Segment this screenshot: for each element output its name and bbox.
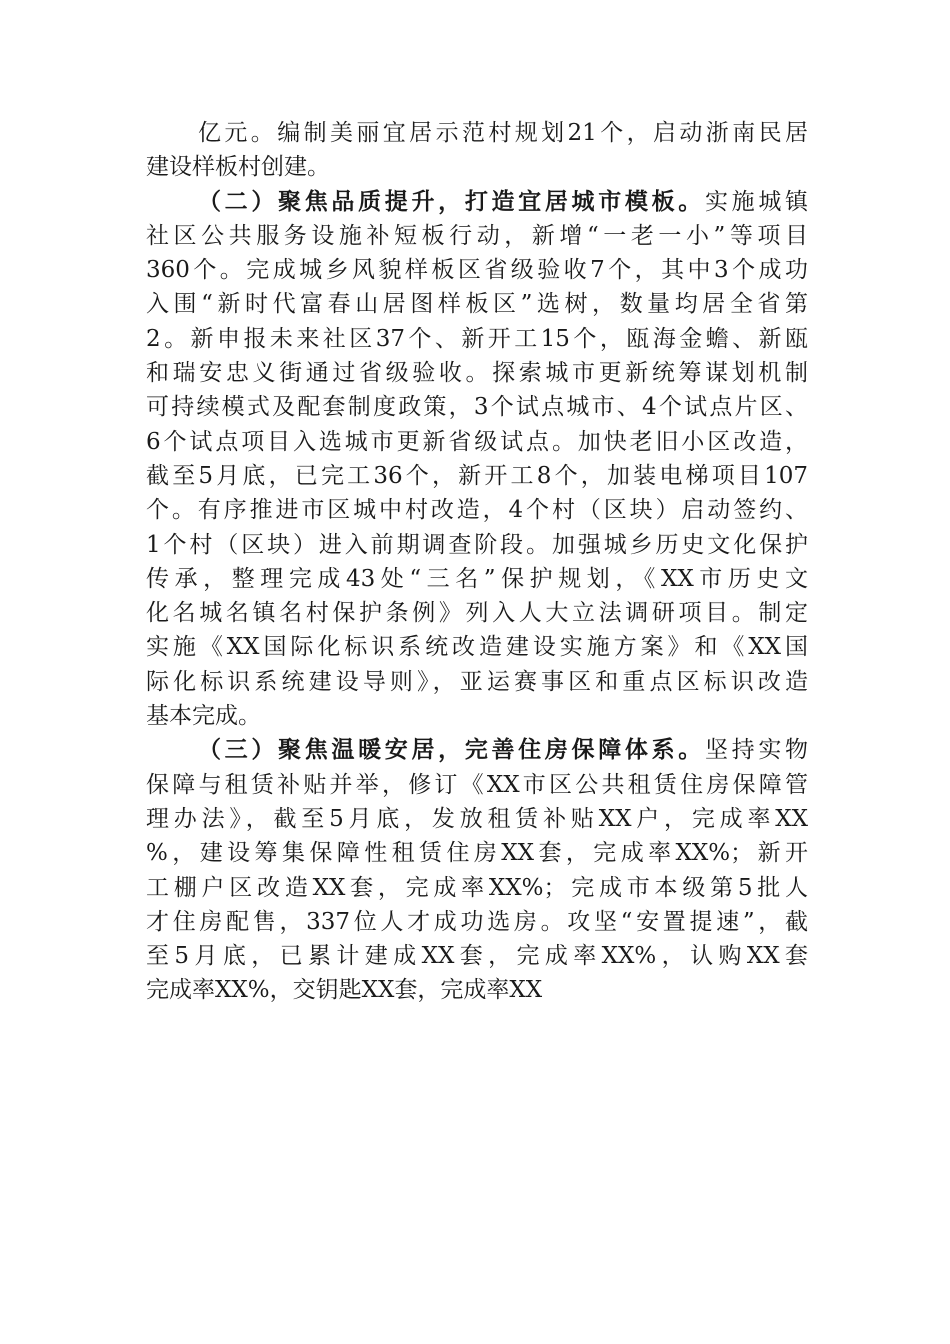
paragraph-2-line-15: 际化标识系统建设导则》，亚运赛事区和重点区标识改造 — [146, 668, 808, 695]
section-heading-3: （三）聚焦温暖安居，完善住房保障体系。 — [198, 736, 705, 764]
document-body — [146, 116, 808, 1008]
paragraph-2-line-1-text: 实施城镇 — [704, 188, 809, 215]
paragraph-3-line-8: 完成率XX%，交钥匙XX套，完成率XX — [146, 977, 543, 1004]
paragraph-3-line-7: 至5月底，已累计建成XX套，完成率XX%，认购XX套 — [146, 943, 808, 970]
paragraph-2-line-8: 6个试点项目入选城市更新省级试点。加快老旧小区改造， — [146, 428, 808, 455]
paragraph-3-line-3: 理办法》，截至5月底，发放租赁补贴XX户，完成率XX — [146, 805, 808, 832]
paragraph-2-line-10: 个。有序推进市区城中村改造，4个村（区块）启动签约、 — [146, 497, 808, 524]
paragraph-1-line-1: 亿元。编制美丽宜居示范村规划21个，启动浙南民居 — [198, 120, 808, 146]
paragraph-3-line-2: 保障与租赁补贴并举，修订《XX市区公共租赁住房保障管 — [146, 771, 808, 798]
paragraph-2-line-14: 实施《XX国际化标识系统改造建设实施方案》和《XX国 — [146, 634, 808, 661]
paragraph-2-line-9: 截至5月底，已完工36个，新开工8个，加装电梯项目107 — [146, 462, 808, 489]
paragraph-2-line-12: 传承，整理完成43处“三名”保护规划，《XX市历史文 — [146, 565, 808, 592]
paragraph-2-line-5: 2。新申报未来社区37个、新开工15个，瓯海金蟾、新瓯 — [146, 325, 808, 352]
paragraph-2-line-2: 社区公共服务设施补短板行动，新增“一老一小”等项目 — [146, 222, 808, 249]
paragraph-2-line-7: 可持续模式及配套制度政策，3个试点城市、4个试点片区、 — [146, 394, 808, 421]
paragraph-2-line-16: 基本完成。 — [146, 703, 261, 730]
paragraph-3-line-4: %，建设筹集保障性租赁住房XX套，完成率XX%；新开 — [146, 840, 808, 867]
section-heading-2: （二）聚焦品质提升，打造宜居城市模板。 — [198, 187, 705, 215]
paragraph-3-line-1-text: 坚持实物 — [704, 737, 809, 764]
paragraph-2-line-13: 化名城名镇名村保护条例》列入人大立法调研项目。制定 — [146, 600, 808, 627]
paragraph-2-line-1 — [146, 185, 808, 219]
paragraph-1-line-2: 建设样板村创建。 — [146, 154, 330, 181]
paragraph-2-line-11: 1个村（区块）进入前期调查阶段。加强城乡历史文化保护 — [146, 531, 808, 558]
paragraph-3-line-5: 工棚户区改造XX套，完成率XX%；完成市本级第5批人 — [146, 874, 808, 901]
paragraph-2-line-3: 360个。完成城乡风貌样板区省级验收7个，其中3个成功 — [146, 257, 808, 284]
paragraph-2-line-4: 入围“新时代富春山居图样板区”选树，数量均居全省第 — [146, 291, 808, 318]
paragraph-2-line-6: 和瑞安忠义街通过省级验收。探索城市更新统筹谋划机制 — [146, 360, 808, 387]
paragraph-3-line-1 — [146, 733, 808, 767]
paragraph-3-line-6: 才住房配售，337位人才成功选房。攻坚“安置提速”，截 — [146, 908, 808, 935]
